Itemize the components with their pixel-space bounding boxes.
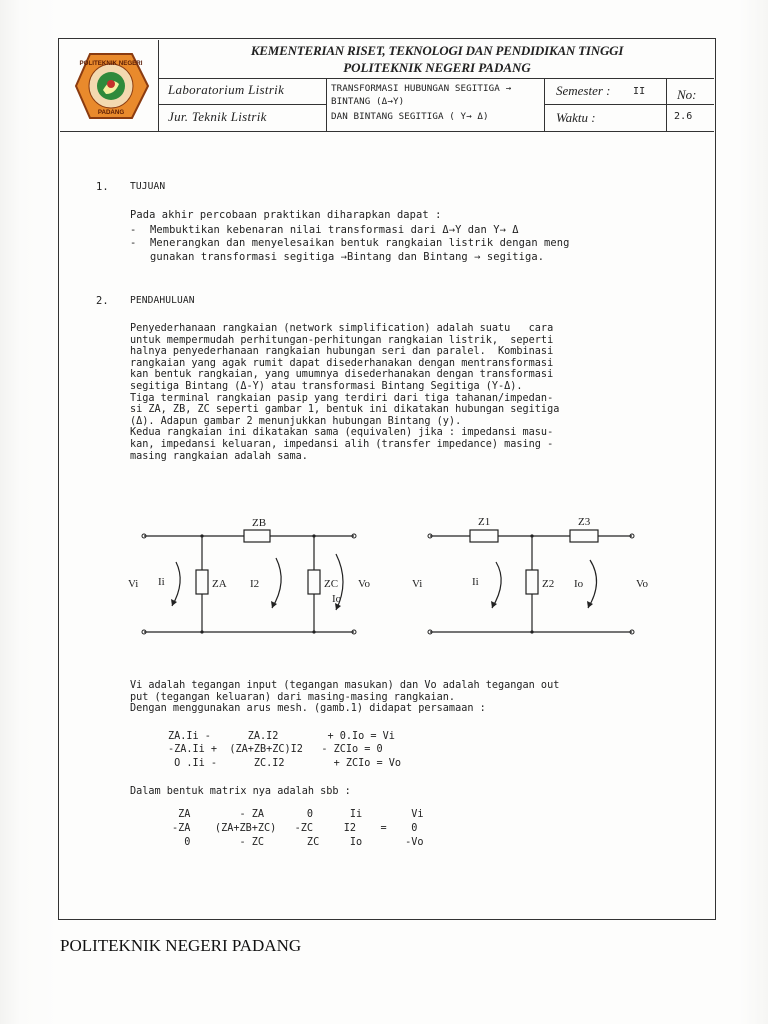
semester-value: II — [633, 86, 646, 97]
institution-title: POLITEKNIK NEGERI PADANG — [343, 60, 531, 75]
section2-heading: PENDAHULUAN — [130, 295, 195, 306]
circuit-diagram-delta — [128, 510, 371, 642]
waktu-label: Waktu : — [556, 110, 596, 125]
label-z2: Z2 — [542, 578, 555, 590]
section2-number: 2. — [96, 295, 109, 307]
bullet-dash: - — [130, 224, 137, 236]
number-label: No: — [677, 87, 697, 102]
bullet-dash: - — [130, 237, 137, 249]
lab-name: Laboratorium Listrik — [168, 82, 285, 97]
label-z3: Z3 — [578, 516, 591, 528]
label-io: Io — [574, 578, 584, 590]
label-vo: Vo — [358, 578, 371, 590]
doc-title-line1: TRANSFORMASI HUBUNGAN SEGITIGA → — [331, 83, 512, 94]
label-zc: ZC — [324, 578, 339, 590]
svg-text:POLITEKNIK NEGERI: POLITEKNIK NEGERI — [79, 60, 143, 67]
doc-title-line3: DAN BINTANG SEGITIGA ( Y→ Δ) — [331, 111, 489, 122]
section1-bullet2b: gunakan transformasi segitiga →Bintang dan Bintang → segitiga. — [150, 251, 545, 263]
label-ii: Ii — [158, 576, 165, 588]
section1-heading: TUJUAN — [130, 181, 166, 192]
label-io: Io — [332, 593, 342, 605]
label-zb: ZB — [252, 517, 267, 529]
label-vi: Vi — [412, 578, 423, 590]
label-ii: Ii — [472, 576, 479, 588]
section2-paragraph1: Penyederhanaan rangkaian (network simplification) adalah suatu cara untuk mempermudah perhitungan-perhitungan rangkaian listrik, seperti halnya penyederhanaan rangkaian hubungan seri dan paralel. Kombinasi rangkaian yang agak rumit dapat disederhanakan dengan mentransformasi kan bentuk rangkaian, yang umumnya disederhanakan dengan transformasi segitiga Bintang (Δ-Y) atau transformasi Bintang Segitiga (Y-Δ). Tiga terminal rangkaian pasip yang terdiri dari tiga tahanan/impedan- si ZA, ZB, ZC seperti gambar 1, bentuk ini dikatakan hubungan segitiga (Δ). Adapun gambar 2 menunjukkan hubungan Bintang (y). Kedua rangkaian ini dikatakan sama (equivalen) jika : impedansi masu- kan, impedansi keluaran, impedansi alih (transfer impedance) masing - masing rangkaian adalah sama. — [130, 323, 560, 462]
section1-number: 1. — [96, 181, 109, 193]
department-name: Jur. Teknik Listrik — [168, 109, 267, 124]
semester-label: Semester : — [556, 83, 611, 98]
doc-title-line2: BINTANG (Δ→Y) — [331, 96, 405, 107]
ministry-title: KEMENTERIAN RISET, TEKNOLOGI DAN PENDIDIKAN TINGGI — [250, 43, 624, 58]
section1-intro: Pada akhir percobaan praktikan diharapkan dapat : — [130, 209, 442, 221]
section1-bullet1: Membuktikan kebenaran nilai transformasi dari Δ→Y dan Y→ Δ — [150, 224, 519, 236]
footer-institution: POLITEKNIK NEGERI PADANG — [60, 936, 302, 955]
svg-text:PADANG: PADANG — [97, 109, 125, 116]
section2-paragraph2: Vi adalah tegangan input (tegangan masukan) dan Vo adalah tegangan out put (tegangan keluaran) dari masing-masing rangkaian. Dengan menggunakan arus mesh. (gamb.1) didapat persamaan : — [130, 680, 560, 715]
label-vo: Vo — [636, 578, 649, 590]
matrix-intro: Dalam bentuk matrix nya adalah sbb : — [130, 786, 351, 797]
circuit-diagram-star — [410, 510, 660, 642]
label-z1: Z1 — [478, 516, 491, 528]
number-value: 2.6 — [674, 111, 693, 122]
polytechnic-logo — [68, 46, 154, 126]
matrix-equation: ZA - ZA 0 Ii Vi -ZA (ZA+ZB+ZC) -ZC I2 = 0 0 - ZC ZC Io -Vo — [172, 809, 424, 848]
label-vi: Vi — [128, 578, 139, 590]
mesh-equations: ZA.Ii - ZA.I2 + 0.Io = Vi -ZA.Ii + (ZA+ZB+ZC)I2 - ZCIo = 0 O .Ii - ZC.I2 + ZCIo = Vo — [168, 731, 402, 769]
label-i2: I2 — [250, 578, 260, 590]
section1-bullet2a: Menerangkan dan menyelesaikan bentuk rangkaian listrik dengan meng — [150, 237, 570, 249]
label-za: ZA — [212, 578, 227, 590]
